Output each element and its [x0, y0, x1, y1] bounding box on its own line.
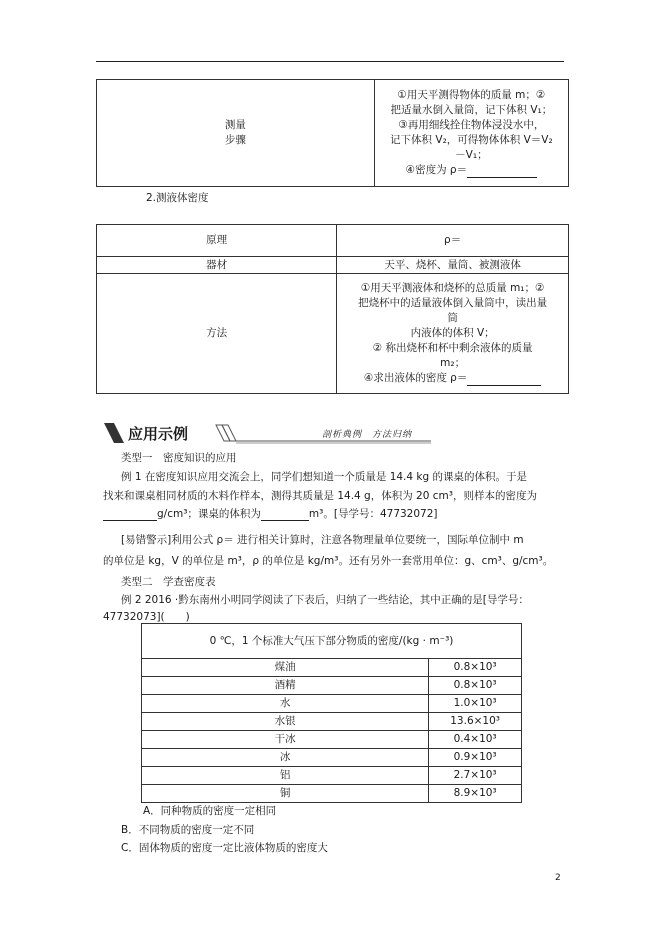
type1-heading: 类型一 密度知识的应用 [121, 452, 237, 464]
substance-name: 煤油 [142, 659, 429, 677]
example2-line1: 例 2 2016 ·黔东南州小明同学阅读了下表后，归纳了一些结论，其中正确的是[导学号： [121, 594, 529, 606]
equipment-label: 器材 [97, 257, 337, 274]
answer-blank[interactable] [467, 165, 537, 178]
type2-heading: 类型二 学查密度表 [121, 576, 216, 588]
substance-name: 水 [142, 695, 429, 713]
substance-density: 0.4×10³ [429, 731, 522, 749]
banner-title: 应用示例 [128, 425, 189, 443]
table-row [142, 659, 522, 677]
option-a[interactable]: A．同种物质的密度一定相同 [143, 805, 277, 817]
example1-unit-text: g/cm³；课桌的体积为 [157, 508, 261, 520]
density-table-caption: 0 ℃，1 个标准大气压下部分物质的密度/(kg · m⁻³) [142, 624, 522, 659]
answer-blank[interactable] [467, 373, 541, 386]
method-line: ①用天平测液体和烧杯的总质量 m₁；② [360, 282, 545, 294]
example1-line3 [103, 506, 438, 521]
equipment-value: 天平、烧杯、量筒、被测液体 [337, 257, 569, 274]
method-final-text: ④求出液体的密度 ρ＝ [363, 372, 468, 384]
measure-solid-table [96, 79, 569, 187]
step-line: ①用天平测得物体的质量 m；② [397, 89, 546, 101]
step-line: 记下体积 V₂，可得物体体积 V＝V₂ [390, 134, 553, 146]
example1-end-text: m³。[导学号：47732072] [308, 508, 438, 520]
section-banner [104, 421, 431, 445]
substance-density: 2.7×10³ [429, 767, 522, 785]
table-row [142, 731, 522, 749]
substance-density: 13.6×10³ [429, 713, 522, 731]
header-rule [96, 61, 564, 62]
density-step-text: ④密度为 ρ＝ [405, 164, 468, 176]
substance-density: 1.0×10³ [429, 695, 522, 713]
steps-label-line1: 测量 [224, 119, 246, 131]
substance-name: 酒精 [142, 677, 429, 695]
section2-heading: 2.测液体密度 [146, 192, 209, 204]
substance-density: 8.9×10³ [429, 785, 522, 803]
answer-blank[interactable] [103, 508, 157, 521]
option-c[interactable]: C．固体物质的密度一定比液体物质的密度大 [121, 842, 328, 854]
method-line: ② 称出烧杯和杯中剩余液体的质量 [372, 342, 533, 354]
steps-content-cell [374, 80, 568, 187]
method-label: 方法 [97, 274, 337, 394]
table-row [142, 695, 522, 713]
principle-value: ρ＝ [337, 225, 569, 257]
example1-line1: 例 1 在密度知识应用交流会上，同学们想知道一个质量是 14.4 kg 的课桌的体积。于是 [121, 471, 527, 483]
density-table [141, 623, 522, 803]
table-row [142, 713, 522, 731]
substance-name: 铝 [142, 767, 429, 785]
table-row [142, 785, 522, 803]
method-line: 内液体的体积 V； [410, 327, 495, 339]
table-row [142, 767, 522, 785]
answer-blank[interactable] [261, 508, 309, 521]
substance-name: 铜 [142, 785, 429, 803]
table-row [142, 749, 522, 767]
principle-label: 原理 [97, 225, 337, 257]
steps-label-cell [97, 80, 375, 187]
substance-density: 0.9×10³ [429, 749, 522, 767]
example2-line2: 47732073]( ) [103, 611, 190, 623]
step-line: ③再用细线拴住物体浸没水中， [398, 119, 545, 131]
substance-name: 干冰 [142, 731, 429, 749]
substance-name: 水银 [142, 713, 429, 731]
table-row [142, 677, 522, 695]
method-line: m₂； [440, 357, 466, 369]
step-line: －V₁； [455, 149, 488, 161]
density-step-line [379, 163, 564, 178]
step-line: 把适量水倒入量筒，记下体积 V₁； [390, 104, 553, 116]
option-b[interactable]: B．不同物质的密度一定不同 [121, 824, 255, 836]
measure-liquid-table [96, 224, 569, 394]
tip-line2: 的单位是 kg，V 的单位是 m³，ρ 的单位是 kg/m³。还有另外一套常用单位：g、cm³、g/cm³。 [103, 555, 554, 567]
method-final-line [341, 371, 564, 386]
page-number: 2 [555, 873, 561, 883]
steps-label-line2: 步骤 [224, 134, 246, 146]
method-content [337, 274, 569, 394]
substance-density: 0.8×10³ [429, 677, 522, 695]
substance-name: 冰 [142, 749, 429, 767]
tip-line1: [易错警示]利用公式 ρ＝ 进行相关计算时，注意各物理量单位要统一，国际单位制中 m [121, 534, 524, 546]
example1-line2: 找来和课桌相同材质的木料作样本，测得其质量是 14.4 g，体积为 20 cm³，则样本的密度为 [103, 490, 537, 502]
substance-density: 0.8×10³ [429, 659, 522, 677]
method-line: 筒 [447, 312, 458, 324]
banner-subtitle: 剖析典例 方法归纳 [322, 430, 413, 440]
method-line: 把烧杯中的适量液体倒入量筒中，读出量 [358, 297, 548, 309]
